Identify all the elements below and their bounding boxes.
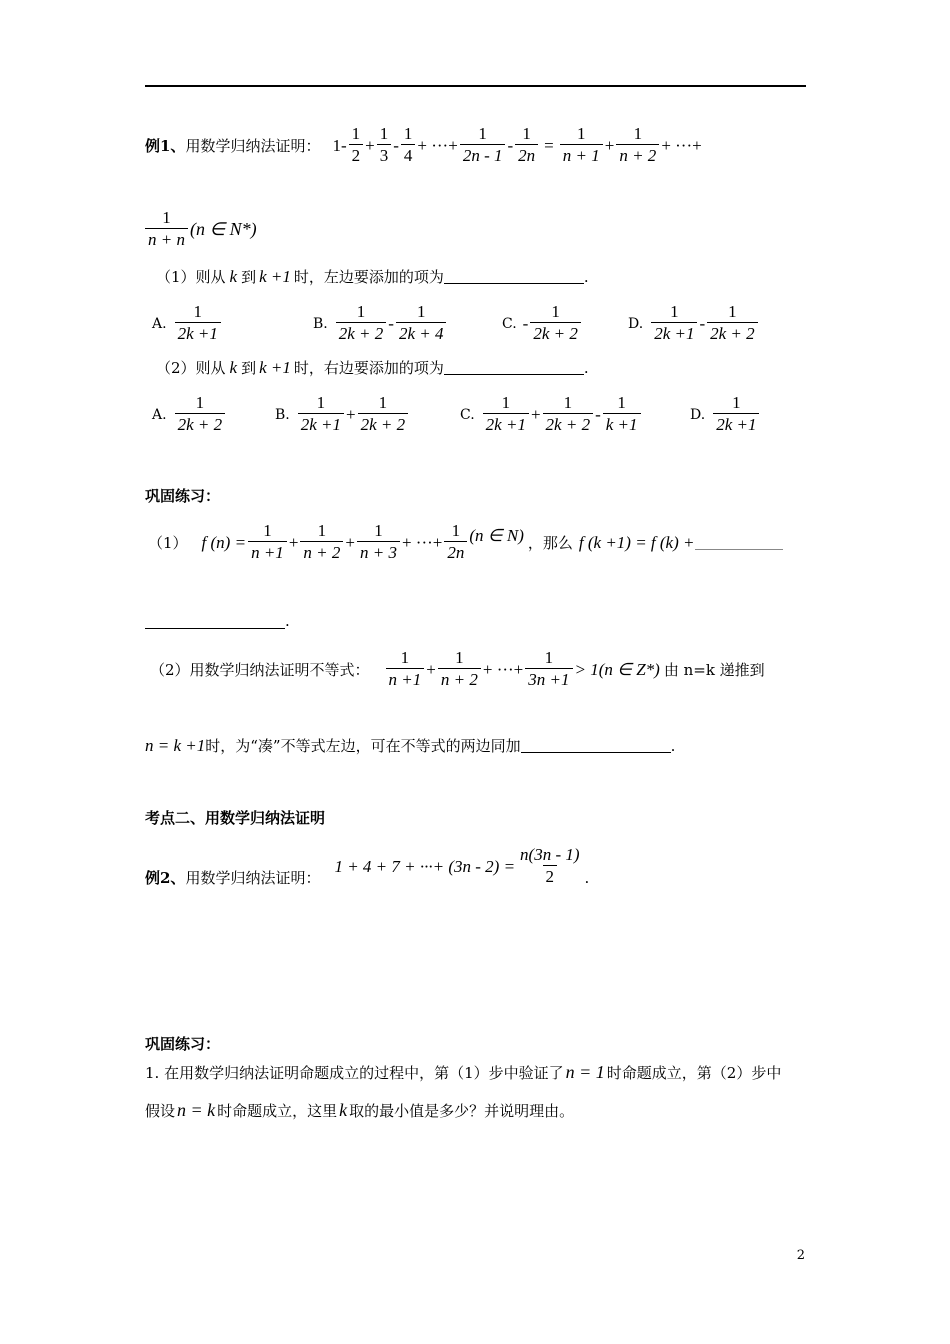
question-2: [156, 357, 589, 378]
math-var: k: [339, 1100, 348, 1120]
question-text: 假设: [145, 1102, 176, 1120]
math-expr: n = 1: [565, 1062, 605, 1082]
fraction: $\frac{1}{2k +1}$: [483, 393, 529, 436]
question-text: 取的最小值是多少？并说明理由。: [349, 1102, 575, 1120]
problem-text: 时，为“凑”不等式左边，可在不等式的两边同加: [205, 737, 521, 755]
practice-1-problem-1-continuation: [145, 612, 290, 630]
math-expr: n = k +1: [145, 735, 206, 755]
fraction: $\frac{1}{n + 2}$: [438, 648, 481, 691]
fraction: $\frac{1}{2k + 2}$: [543, 393, 594, 436]
fraction: $\frac{1}{2n}$: [515, 124, 538, 167]
math-expr: n = k: [177, 1100, 216, 1120]
question-text: 1. 在用数学归纳法证明命题成立的过程中，第（1）步中验证了: [145, 1064, 564, 1082]
option-d[interactable]: [628, 302, 760, 345]
practice-2-title: 巩固练习：: [145, 1035, 221, 1053]
operator: -: [393, 135, 399, 155]
fraction: $\frac{1}{2n}$: [444, 521, 467, 564]
operator: -: [507, 135, 514, 155]
question-text: 到: [241, 268, 257, 286]
option-b[interactable]: [313, 302, 448, 345]
period: .: [584, 868, 590, 887]
math-expr: f (k +1) = f (k) +: [578, 532, 695, 552]
equals-sign: =: [544, 135, 554, 155]
fraction: $\frac{1}{3n +1}$: [525, 648, 572, 691]
math-expr: 1 + 4 + 7 + ···+ (3n - 2) =: [334, 856, 516, 876]
fraction: $\frac{1}{k +1}$: [603, 393, 641, 436]
lhs-term-1: 1-: [332, 135, 347, 155]
operator: + ···+: [482, 659, 524, 679]
question-text: 时，右边要添加的项为: [293, 359, 444, 377]
fraction: $\frac{1}{4}$: [401, 124, 416, 167]
question-1: [156, 266, 589, 287]
fraction: $\frac{1}{n + 2}$: [616, 124, 659, 167]
option-label: A.: [152, 315, 167, 332]
option-a[interactable]: [152, 393, 227, 436]
fraction: $\frac{1}{2k + 4}$: [396, 302, 447, 345]
answer-blank[interactable]: [444, 360, 584, 375]
option-b[interactable]: [275, 393, 410, 436]
fraction: $\frac{1}{2n - 1}$: [460, 124, 506, 167]
option-label: B.: [275, 406, 290, 423]
practice-1-problem-1: （1） f (n) = $\frac{1}{n +1}$ + $\frac{1}{n + 2}$ + $\frac{1}{n + 3}$ + ···+ $\frac{1}{2n}$ (n ∈ N) ，那么 f (k +1) = f (k) +: [148, 521, 783, 564]
math-expr: k +1: [259, 266, 291, 286]
option-label: C.: [502, 315, 517, 332]
domain-condition: (n ∈ N*): [189, 219, 257, 239]
question-text: 到: [241, 359, 257, 377]
fraction: $\frac{1}{2k + 2}$: [707, 302, 758, 345]
example-1-label: 例1、: [145, 137, 186, 155]
fraction: $\frac{1}{2}$: [349, 124, 364, 167]
operator: + ···+: [417, 135, 458, 155]
operator: -: [595, 404, 601, 424]
fraction: $\frac{1}{2k + 2}$: [358, 393, 409, 436]
fraction: $\frac{1}{n +1}$: [248, 521, 287, 564]
operator: +: [365, 135, 375, 155]
fraction: $\frac{1}{3}$: [377, 124, 392, 167]
operator: + ···+: [401, 532, 443, 552]
fraction: $\frac{1}{2k +1}$: [298, 393, 344, 436]
option-label: A.: [152, 406, 167, 423]
fraction: $\frac{1}{n + 3}$: [357, 521, 400, 564]
math-var: k: [229, 266, 238, 286]
fraction: $\frac{1}{2k +1}$: [713, 393, 759, 436]
operator: +: [346, 404, 356, 424]
option-d[interactable]: [690, 393, 761, 436]
operator: -: [388, 313, 394, 333]
option-label: B.: [313, 315, 328, 332]
question-text: 时命题成立，这里: [217, 1102, 338, 1120]
page-number: 2: [796, 1248, 805, 1263]
question-text: （1）则从: [156, 268, 226, 286]
fraction: $\frac{1}{2k + 2}$: [175, 393, 226, 436]
period: .: [285, 612, 290, 630]
answer-blank[interactable]: [521, 738, 671, 753]
domain-condition: (n ∈ N): [469, 525, 524, 545]
period: .: [583, 358, 589, 377]
example-1-line-2: [145, 208, 257, 251]
math-var: k: [229, 357, 238, 377]
practice-2-question-line-2: [145, 1100, 574, 1121]
fraction: $\frac{1}{2k +1}$: [175, 302, 221, 345]
period: .: [583, 267, 589, 286]
problem-label: （1）: [148, 534, 188, 552]
option-label: C.: [460, 406, 475, 423]
question-text: 时命题成立，第（2）步中: [606, 1064, 782, 1082]
example-2-label: 例2、: [145, 869, 186, 887]
option-c[interactable]: [460, 393, 643, 436]
example-2-statement: [145, 845, 589, 888]
connector-text: ，那么: [527, 534, 573, 552]
practice-2-question-line-1: [145, 1062, 781, 1083]
fraction: $\frac{1}{2k + 2}$: [336, 302, 387, 345]
answer-blank[interactable]: [444, 269, 584, 284]
practice-1-problem-2: （2）用数学归纳法证明不等式： $\frac{1}{n +1}$ + $\frac{1}{n + 2}$ + ···+ $\frac{1}{3n +1}$ > 1(n ∈ Z*) 由 n=k 递推到: [150, 648, 765, 689]
operator: +: [530, 404, 541, 424]
option-label: D.: [690, 406, 706, 423]
fraction: $\frac{1}{n +1}$: [386, 648, 425, 691]
problem-text: （2）用数学归纳法证明不等式：: [150, 661, 370, 679]
example-2-text: 用数学归纳法证明：: [185, 869, 321, 887]
header-rule: [145, 85, 806, 87]
answer-blank[interactable]: [695, 535, 783, 550]
fraction: $\frac{1}{2k + 2}$: [530, 302, 581, 345]
option-c[interactable]: [502, 302, 583, 345]
practice-1-problem-2-continuation: [145, 735, 675, 756]
problem-text: 由 n=k 递推到: [663, 661, 765, 679]
fraction: $\frac{1}{n + 1}$: [560, 124, 603, 167]
period: .: [670, 736, 676, 755]
example-1-statement: [145, 124, 702, 167]
operator: +: [604, 135, 615, 155]
math-expr: k +1: [259, 357, 291, 377]
fraction: $\frac{1}{2k +1}$: [651, 302, 697, 345]
fraction: $\frac{1}{n + n}$: [145, 208, 188, 251]
question-text: 时，左边要添加的项为: [293, 268, 444, 286]
option-label: D.: [628, 315, 644, 332]
operator: -: [699, 313, 706, 333]
fraction: $\frac{1}{n + 2}$: [300, 521, 343, 564]
math-expr: f (n) =: [201, 532, 247, 552]
fraction: $\frac{n(3n - 1)}{2}$: [520, 845, 580, 886]
option-a[interactable]: [152, 302, 223, 345]
operator: + ···+: [661, 135, 702, 155]
example-1-text: 用数学归纳法证明：: [185, 137, 321, 155]
domain-condition: > 1(n ∈ Z*): [574, 659, 660, 679]
question-text: （2）则从: [156, 359, 226, 377]
practice-1-title: 巩固练习：: [145, 487, 221, 505]
answer-blank[interactable]: [145, 614, 285, 629]
section-2-title: 考点二、用数学归纳法证明: [145, 809, 326, 827]
operator: -: [522, 313, 529, 333]
